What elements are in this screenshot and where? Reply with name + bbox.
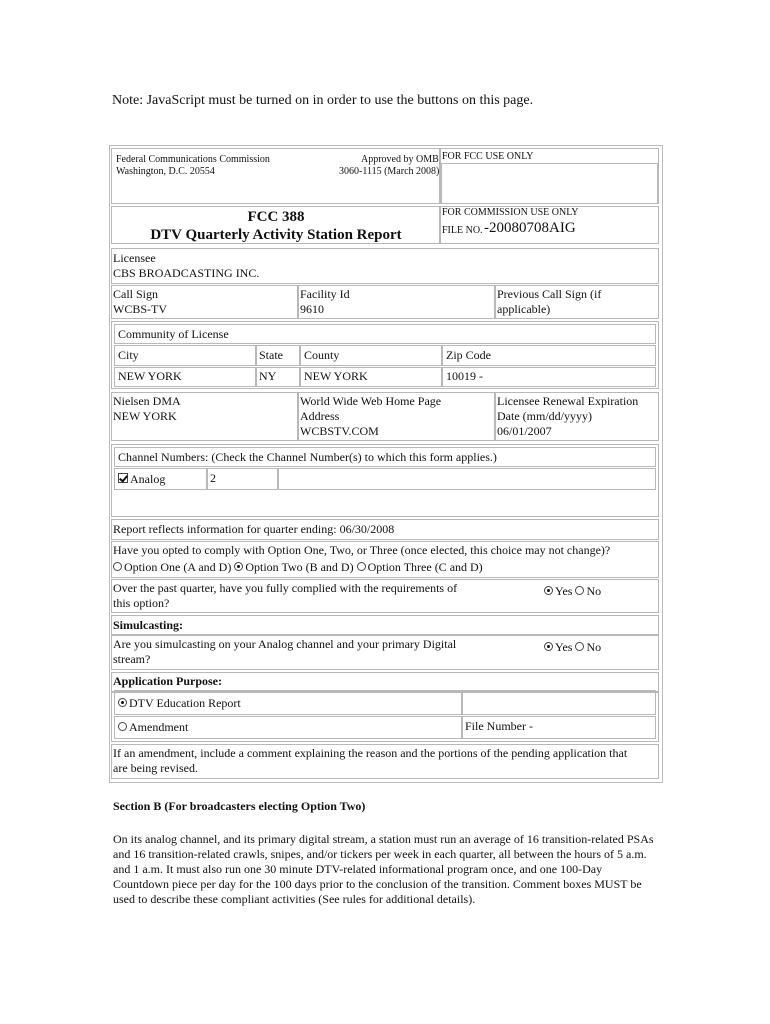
simulcasting-no-radio[interactable] [575, 640, 601, 654]
option-three-radio[interactable] [357, 560, 483, 574]
no-label: No [586, 640, 602, 654]
option-two-label: Option Two (B and D) [245, 560, 354, 574]
amendment-label: Amendment [129, 720, 189, 734]
radio-icon[interactable] [544, 586, 553, 595]
dtv-education-label: DTV Education Report [129, 696, 241, 710]
licensee-label: Licensee [113, 251, 156, 265]
file-no-label: FILE NO. [442, 225, 483, 236]
option-question: Have you opted to comply with Option One, Two, or Three (once elected, this choice may not change)? [113, 543, 611, 557]
agency-address: Washington, D.C. 20554 [116, 166, 215, 177]
simulcasting-heading-box [111, 615, 659, 635]
state-label: State [259, 348, 283, 362]
zip-label: Zip Code [446, 348, 491, 362]
radio-icon[interactable] [575, 642, 584, 651]
radio-icon[interactable] [357, 562, 366, 571]
radio-icon[interactable] [234, 562, 243, 571]
simulcasting-question: Are you simulcasting on your Analog channel and your primary Digital [113, 637, 457, 651]
channel-label: Channel Numbers: (Check the Channel Number(s) to which this form applies.) [118, 450, 497, 464]
city-value: NEW YORK [118, 369, 182, 383]
analog-label: Analog [130, 472, 166, 486]
quarter-text: Report reflects information for quarter ending: 06/30/2008 [113, 522, 395, 536]
commission-use-label: FOR COMMISSION USE ONLY [442, 207, 579, 218]
omb-number: 3060-1115 (March 2008) [339, 166, 440, 177]
file-number-label: File Number - [465, 719, 533, 733]
facility-id-label: Facility Id [300, 287, 350, 301]
simulcasting-heading: Simulcasting: [113, 618, 184, 632]
omb-approval: Approved by OMB [361, 154, 439, 165]
agency-name: Federal Communications Commission [116, 154, 270, 165]
analog-channel-value: 2 [210, 471, 216, 485]
licensee-value: CBS BROADCASTING INC. [113, 266, 260, 280]
renewal-label-2: Date (mm/dd/yyyy) [497, 409, 592, 423]
call-sign-label: Call Sign [113, 287, 159, 301]
dtv-education-radio[interactable] [118, 696, 241, 711]
radio-icon[interactable] [118, 722, 127, 731]
complied-question-2: this option? [113, 596, 170, 610]
nielsen-label: Nielsen DMA [113, 394, 181, 408]
state-value: NY [259, 369, 277, 383]
section-b-paragraph: On its analog channel, and its primary digital stream, a station must run an average of 16 transition-related PSAs and 16 transition-related crawls, snipes, and/or tickers per week in each quarter, all between the hours of 5 a.m. and 1 a.m. It must also run one 30 minute DTV-related informational program once, and one 100-Day Countdown piece per day for the 100 days prior to the conclusion of the transition. Comment boxes MUST be used to describe these compliant activities (See rules for additional details). [113, 832, 654, 906]
complied-answer [544, 584, 601, 599]
nielsen-value: NEW YORK [113, 409, 177, 423]
javascript-note: Note: JavaScript must be turned on in order to use the buttons on this page. [112, 93, 534, 108]
analog-checkbox[interactable] [118, 472, 165, 487]
zip-value: 10019 - [446, 369, 483, 383]
fcc-use-only-label: FOR FCC USE ONLY [442, 151, 534, 162]
option-three-label: Option Three (C and D) [367, 560, 483, 574]
purpose-heading: Application Purpose: [113, 674, 223, 688]
city-label: City [118, 348, 139, 362]
county-value: NEW YORK [304, 369, 368, 383]
previous-call-sign-label-2: applicable) [497, 302, 551, 316]
simulcasting-question-2: stream? [113, 652, 151, 666]
option-two-radio[interactable] [234, 560, 353, 574]
complied-yes-radio[interactable] [544, 584, 572, 598]
fcc-use-only-field [441, 163, 658, 204]
yes-label: Yes [555, 584, 573, 598]
radio-icon[interactable] [544, 642, 553, 651]
amendment-note-2: are being revised. [113, 761, 198, 775]
community-label: Community of License [118, 327, 229, 341]
option-one-radio[interactable] [113, 560, 231, 574]
county-label: County [304, 348, 340, 362]
analog-channel-field[interactable] [207, 468, 278, 490]
complied-question: Over the past quarter, have you fully complied with the requirements of [113, 581, 458, 595]
website-label: World Wide Web Home Page [300, 394, 442, 408]
previous-call-sign-label: Previous Call Sign (if [497, 287, 602, 301]
section-b-heading: Section B (For broadcasters electing Option Two) [113, 799, 366, 813]
website-label-2: Address [300, 409, 340, 423]
amendment-note: If an amendment, include a comment explaining the reason and the portions of the pending application that [113, 746, 628, 760]
yes-label: Yes [555, 640, 573, 654]
radio-icon[interactable] [575, 586, 584, 595]
call-sign-value: WCBS-TV [113, 302, 167, 316]
facility-id-value: 9610 [300, 302, 324, 316]
checkbox-icon[interactable] [118, 473, 128, 483]
radio-icon[interactable] [118, 698, 127, 707]
renewal-label: Licensee Renewal Expiration [497, 394, 639, 408]
renewal-value: 06/01/2007 [497, 424, 552, 438]
no-label: No [586, 584, 602, 598]
simulcasting-yes-radio[interactable] [544, 640, 572, 654]
form-number: FCC 388 [247, 209, 305, 225]
amendment-radio[interactable] [118, 720, 188, 735]
option-choices [113, 560, 483, 575]
channel-extra-field [278, 468, 656, 490]
simulcasting-answer [544, 640, 601, 655]
complied-no-radio[interactable] [575, 584, 601, 598]
file-no-value: -20080708AIG [484, 220, 576, 236]
radio-icon[interactable] [113, 562, 122, 571]
form-title: DTV Quarterly Activity Station Report [150, 227, 402, 243]
option-one-label: Option One (A and D) [124, 560, 232, 574]
purpose-blank-cell [462, 690, 656, 715]
website-value: WCBSTV.COM [300, 424, 379, 438]
